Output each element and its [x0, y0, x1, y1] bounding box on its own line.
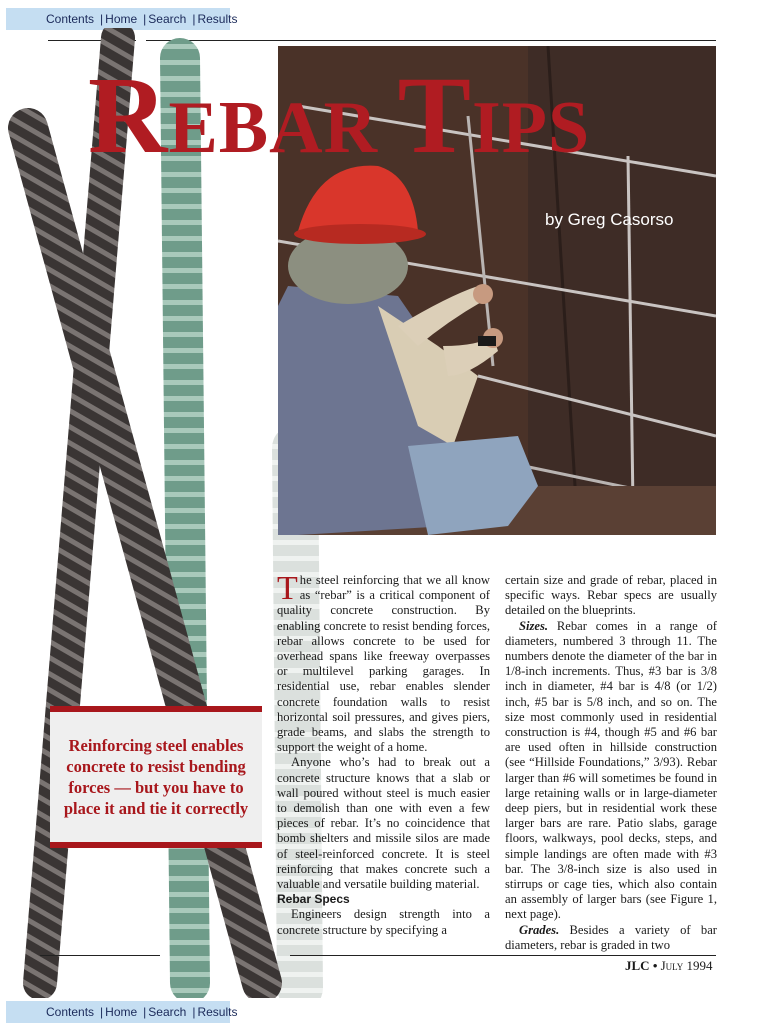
nav-results-link[interactable]: Results: [197, 12, 238, 26]
nav-separator: |: [192, 12, 196, 26]
nav-search-link[interactable]: Search: [148, 1005, 187, 1019]
nav-results-link[interactable]: Results: [197, 1005, 238, 1019]
paragraph-intro-text: he steel reinforcing that we all know as “rebar” is a critical component of quality concrete construction. By enabling concrete to resist bending forces, rebar allows concrete to be used for overhead spans like freeway overpasses or multilevel parking garages. In residential use, rebar enables slender concrete foundation walls to resist horizontal soil pressures, and gives piers, grade beams, and slabs the strength to support the weight of a home.: [277, 573, 490, 755]
drop-cap: T: [277, 570, 298, 607]
paragraph-sizes: [505, 619, 717, 923]
nav-home-link[interactable]: Home: [105, 12, 138, 26]
body-column-1: [277, 570, 490, 938]
nav-contents-link[interactable]: Contents: [46, 12, 95, 26]
title-initial-t: T: [397, 54, 472, 176]
paragraph-engineers: Engineers design strength into a concrete structure by specifying a: [277, 907, 490, 937]
top-nav-bar: [6, 8, 238, 30]
article-title: [88, 54, 591, 176]
nav-separator: |: [100, 12, 104, 26]
pull-quote: [50, 706, 262, 848]
paragraph-demolish: Anyone who’s had to break out a concrete structure knows that a slab or wall poured without steel is much easier to demolish than one with even a few pieces of rebar. It’s no coincidence that bomb shelters and missile silos are made of steel-reinforced concrete. It is steel reinforcing that makes concrete such a valuable and versatile building material.: [277, 755, 490, 892]
paragraph-intro: [277, 570, 490, 755]
title-initial-r: R: [88, 54, 169, 176]
footer-bullet: •: [652, 958, 658, 973]
nav-separator: |: [100, 1005, 104, 1019]
nav-separator: |: [143, 12, 147, 26]
title-word-ips: IPS: [471, 87, 591, 169]
runin-grades: Grades.: [519, 922, 560, 937]
page-footer: [625, 958, 713, 974]
body-column-2: [505, 573, 717, 953]
footer-rule-left: [40, 955, 160, 956]
subhead-rebar-specs: Rebar Specs: [277, 892, 350, 907]
footer-magazine: JLC: [625, 958, 650, 973]
footer-month: July 1994: [660, 958, 713, 973]
nav-separator: |: [192, 1005, 196, 1019]
paragraph-sizes-text: Rebar comes in a range of diameters, numbered 3 through 11. The numbers denote the diameter of the bar in 1/8-inch increments. Thus, #3 bar is 3/8 inch in diameter, #4 bar is 4/8 (or 1/2) inch, #5 bar is 5/8 inch, and so on. The size most commonly used in residential construction is #4, though #5 and #6 bar are used often in hillside construction (see “Hillside Foundations,” 3/93). Rebar larger than #6 will sometimes be found in large retaining walls or in large-diameter deep piers, but in residential work these larger bars are rare. Patio slabs, garage floors, walkways, pool decks, steps, and simple landings are often made with #3 bar. The 3/8-inch size is also used in stirrups or cage ties, which also contain an assembly of larger bars (see Figure 1, next page).: [505, 618, 717, 922]
nav-separator: |: [143, 1005, 147, 1019]
nav-search-link[interactable]: Search: [148, 12, 187, 26]
nav-home-link[interactable]: Home: [105, 1005, 138, 1019]
paragraph-grades: [505, 923, 717, 953]
bottom-nav-bar: [6, 1001, 238, 1023]
footer-rule-right: [290, 955, 716, 956]
nav-contents-link[interactable]: Contents: [46, 1005, 95, 1019]
runin-sizes: Sizes.: [519, 618, 549, 633]
pull-quote-text: Reinforcing steel enables concrete to resist bending forces — but you have to place it and tie it correctly: [63, 736, 249, 818]
paragraph-specs-cont: certain size and grade of rebar, placed in specific ways. Rebar specs are usually detailed on the blueprints.: [505, 573, 717, 618]
byline: by Greg Casorso: [545, 210, 674, 229]
title-word-ebar: EBAR: [168, 87, 379, 169]
paragraph-grades-text: Besides a variety of bar diameters, rebar is graded in two: [505, 922, 717, 952]
